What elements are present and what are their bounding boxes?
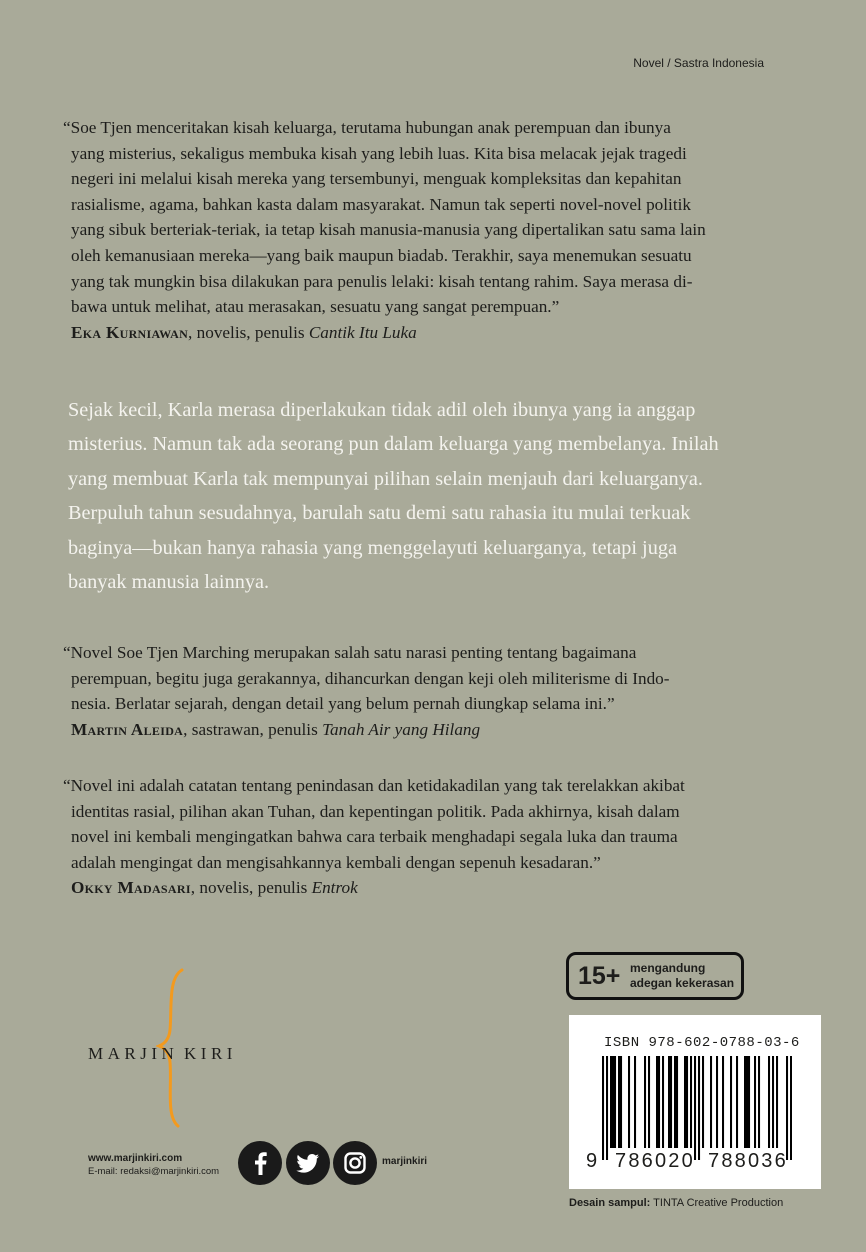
barcode-bar [736, 1056, 738, 1148]
email-link[interactable]: E-mail: redaksi@marjinkiri.com [88, 1166, 220, 1177]
barcode-bar [702, 1056, 704, 1148]
barcode-bar [612, 1056, 614, 1148]
barcode-bar [644, 1056, 646, 1148]
barcode-bar [658, 1056, 660, 1148]
barcode-bar [662, 1056, 664, 1148]
quote-line: yang misterius, sekaligus membuka kisah yang lebih luas. Kita bisa melacak jejak tragedi [71, 143, 687, 163]
barcode-digit-first: 9 [586, 1150, 600, 1172]
author-role: , novelis, penulis [190, 878, 312, 898]
barcode-bar [722, 1056, 724, 1148]
blurb-line: yang membuat Karla tak mempunyai pilihan selain menjauh dari keluarganya. [68, 467, 703, 490]
author-work: Tanah Air yang Hilang [322, 719, 481, 739]
barcode-bar [746, 1056, 748, 1148]
barcode-bar [606, 1056, 608, 1160]
author-name: Eka Kurniawan [71, 322, 189, 342]
barcode-bar [758, 1056, 760, 1148]
blurb-line: Sejak kecil, Karla merasa diperlakukan tidak adil oleh ibunya yang ia anggap [68, 399, 696, 421]
instagram-icon[interactable] [333, 1141, 377, 1185]
age-rating-badge [566, 952, 744, 1000]
age-rating-line-2: adegan kekerasan [630, 976, 735, 990]
blurb-line: baginya—bukan hanya rahasia yang menggelayuti keluarganya, tetapi juga [68, 536, 677, 559]
quote-attribution [63, 717, 803, 743]
barcode-bar [670, 1056, 672, 1148]
social-handle: marjinkiri [382, 1156, 428, 1167]
facebook-icon[interactable] [238, 1141, 282, 1185]
barcode-bar [710, 1056, 712, 1148]
barcode-bar [776, 1056, 778, 1148]
barcode-bar [668, 1056, 670, 1148]
synopsis-blurb [68, 393, 808, 599]
barcode-bar [610, 1056, 612, 1148]
barcode-bar [618, 1056, 620, 1148]
logo-text-right: KIRI [184, 1044, 237, 1063]
credit-label: Desain sampul: [569, 1197, 651, 1209]
quote-attribution [63, 320, 803, 346]
publisher-contact [88, 1153, 219, 1177]
author-work: Cantik Itu Luka [308, 322, 417, 342]
barcode-digits-left: 786020 [615, 1150, 695, 1172]
endorsement-quote-1 [63, 115, 803, 345]
blurb-line: Berpuluh tahun sesudahnya, barulah satu demi satu rahasia itu mulai terkuak [68, 502, 691, 525]
quote-line: “Novel Soe Tjen Marching merupakan salah satu narasi penting tentang bagaimana [63, 643, 637, 662]
quote-line: rasialisme, agama, bahkan kasta dalam masyarakat. Namun tak seperti novel-novel politik [71, 194, 691, 214]
age-rating-number: 15+ [578, 962, 621, 990]
barcode-bar [628, 1056, 630, 1148]
website-link[interactable]: www.marjinkiri.com [88, 1153, 183, 1164]
barcode-bar [694, 1056, 696, 1160]
credit-value: TINTA Creative Production [650, 1197, 784, 1209]
barcode-bar [656, 1056, 658, 1148]
quote-line: identitas rasial, pilihan akan Tuhan, dan kepentingan politik. Pada akhirnya, kisah dalam [71, 801, 680, 821]
author-work: Entrok [311, 878, 358, 898]
barcode-bar [686, 1056, 688, 1148]
category-label: Novel / Sastra Indonesia [633, 56, 764, 70]
barcode-bar [698, 1056, 700, 1160]
quote-line: yang tak mungkin bisa dilakukan para penulis lelaki: kisah tentang rahim. Saya merasa di- [71, 271, 693, 291]
quote-line: perempuan, begitu juga gerakannya, dihancurkan dengan keji oleh militerisme di Indo- [71, 668, 670, 688]
blurb-line: misterius. Namun tak ada seorang pun dalam keluarga yang membelanya. Inilah [68, 433, 719, 456]
quote-line: nesia. Berlatar sejarah, dengan detail yang belum pernah diungkap selama ini.” [71, 694, 615, 714]
author-name: Martin Aleida [71, 719, 184, 739]
logo-text-left: MARJIN [88, 1044, 179, 1063]
age-rating-line-1: mengandung [630, 961, 706, 975]
quote-line: yang sibuk berteriak-teriak, ia tetap kisah manusia-manusia yang dipertalikan satu sama lain [71, 220, 706, 240]
barcode-bar [602, 1056, 604, 1160]
quote-line: “Soe Tjen menceritakan kisah keluarga, terutama hubungan anak perempuan dan ibunya [63, 118, 671, 137]
quote-line: negeri ini melalui kisah mereka yang tersembunyi, menguak kompleksitas dan kepahitan [71, 169, 682, 189]
barcode-bar [684, 1056, 686, 1148]
barcode-bar [754, 1056, 756, 1148]
barcode-bar [748, 1056, 750, 1148]
barcode-bar [634, 1056, 636, 1148]
barcode-bar [744, 1056, 746, 1148]
barcode-bar [716, 1056, 718, 1148]
quote-line: oleh kemanusiaan mereka—yang baik maupun biadab. Terakhir, saya menemukan sesuatu [71, 245, 692, 265]
publisher-logo [88, 968, 278, 1128]
quote-line: “Novel ini adalah catatan tentang penindasan dan ketidakadilan yang tak terelakkan akibat [63, 776, 685, 795]
blurb-line: banyak manusia lainnya. [68, 571, 270, 594]
barcode-bar [768, 1056, 770, 1148]
quote-attribution [63, 875, 803, 901]
barcode-bars [602, 1056, 792, 1160]
barcode-digits-right: 788036 [708, 1150, 788, 1172]
barcode-bar [620, 1056, 622, 1148]
barcode-bar [690, 1056, 692, 1148]
quote-line: novel ini kembali mengingatkan bahwa cara terbaik menghadapi segala luka dan trauma [71, 827, 678, 847]
author-name: Okky Madasari [71, 878, 191, 898]
barcode-bar [786, 1056, 788, 1160]
quote-line: adalah mengingat dan mengisahkannya kembali dengan sepenuh kesadaran.” [71, 852, 601, 872]
isbn-barcode [569, 1015, 821, 1189]
barcode-bar [648, 1056, 650, 1148]
author-role: , sastrawan, penulis [183, 719, 323, 739]
cover-design-credit [569, 1197, 783, 1209]
barcode-bar [674, 1056, 676, 1148]
barcode-bar [676, 1056, 678, 1148]
endorsement-quote-3 [63, 773, 803, 901]
barcode-bar [790, 1056, 792, 1160]
endorsement-quote-2 [63, 640, 803, 742]
quote-line: bawa untuk melihat, atau merasakan, sesuatu yang sangat perempuan.” [71, 297, 560, 317]
isbn-label: ISBN 978-602-0788-03-6 [604, 1035, 800, 1051]
twitter-icon[interactable] [286, 1141, 330, 1185]
barcode-bar [614, 1056, 616, 1148]
barcode-bar [772, 1056, 774, 1148]
barcode-bar [730, 1056, 732, 1148]
author-role: , novelis, penulis [188, 322, 309, 342]
